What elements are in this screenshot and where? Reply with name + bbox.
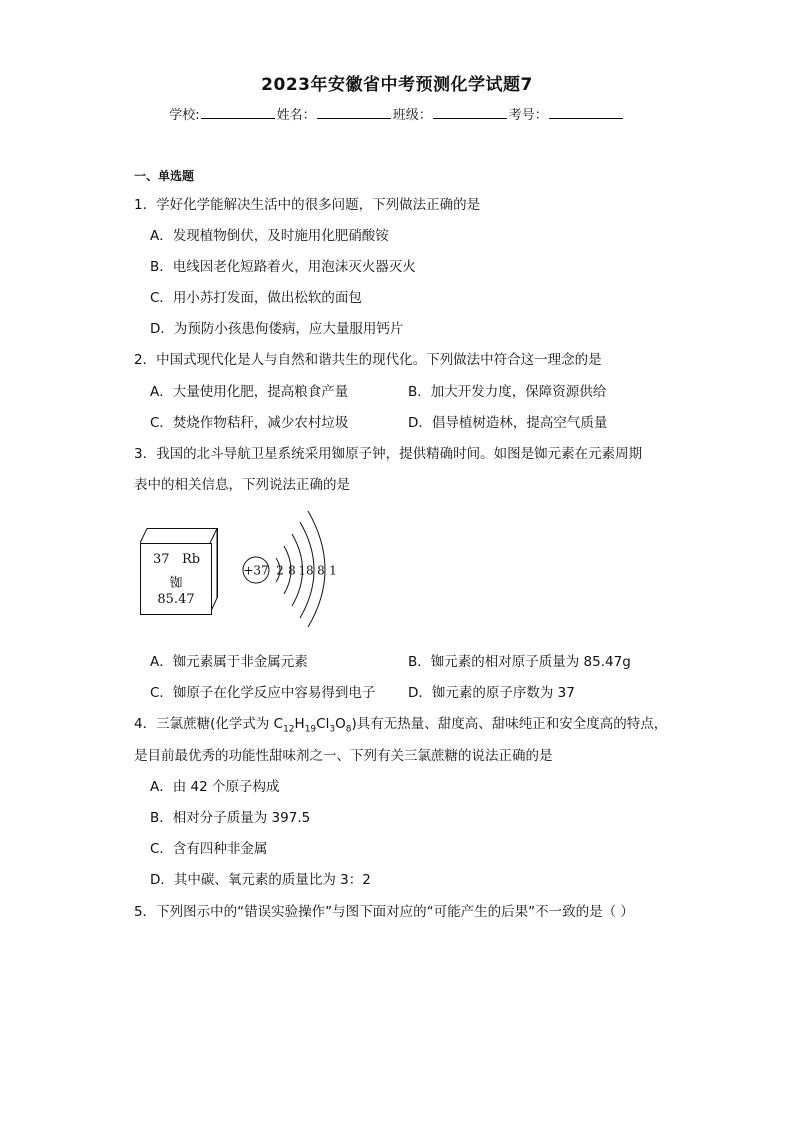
atomic-structure-diagram: [236, 508, 346, 628]
question-3-option-c[interactable]: C．铷原子在化学反应中容易得到电子: [150, 685, 376, 701]
question-2-option-b[interactable]: B．加大开发力度，保障资源供给: [408, 384, 607, 400]
shell-electrons-1: 2: [276, 563, 284, 578]
formula-h: H: [294, 716, 305, 732]
question-3-option-b[interactable]: B．铷元素的相对原子质量为 85.47g: [408, 654, 631, 670]
formula-sub-c: 12: [283, 724, 295, 735]
atomic-mass: 85.47: [157, 592, 195, 607]
name-blank[interactable]: [317, 104, 391, 119]
question-4-stem-pre: 4．三氯蔗糖(化学式为 C: [134, 716, 284, 732]
question-3-stem-line1: 3．我国的北斗导航卫星系统采用铷原子钟，提供精确时间。如图是铷元素在元素周期: [134, 446, 643, 462]
question-4-stem-line2: 是目前最优秀的功能性甜味剂之一、下列有关三氯蔗糖的说法正确的是: [134, 748, 553, 764]
nucleus-charge: +37: [243, 563, 269, 578]
shell-electrons-5: 1: [329, 563, 337, 578]
question-2-option-a[interactable]: A．大量使用化肥，提高粮食产量: [150, 384, 349, 400]
school-label: 学校:: [169, 108, 200, 123]
shell-electrons-2: 8: [288, 563, 296, 578]
shell-electrons-3: 18: [298, 563, 314, 578]
section-heading: 一、单选题: [134, 169, 195, 183]
element-name: 铷: [169, 576, 183, 591]
formula-cl: Cl: [316, 716, 330, 732]
formula-sub-h: 19: [304, 724, 317, 735]
question-4-option-a[interactable]: A．由 42 个原子构成: [150, 779, 280, 795]
number-label: 考号：: [508, 108, 548, 123]
question-1-option-d[interactable]: D．为预防小孩患佝偻病，应大量服用钙片: [150, 321, 404, 337]
page-title: 2023年安徽省中考预测化学试题7: [261, 75, 533, 95]
question-2-option-d[interactable]: D．倡导植树造林，提高空气质量: [408, 415, 608, 431]
element-symbol: Rb: [181, 552, 201, 567]
question-4-stem-post: )具有无热量、甜度高、甜味纯正和安全度高的特点，: [351, 716, 668, 732]
student-info-line: [0, 104, 794, 123]
atomic-number: 37: [153, 552, 170, 567]
name-label: 姓名：: [276, 108, 316, 123]
question-3-option-d[interactable]: D．铷元素的原子序数为 37: [408, 685, 575, 701]
question-4-option-b[interactable]: B．相对分子质量为 397.5: [150, 810, 311, 826]
formula-sub-o: 8: [345, 724, 352, 735]
question-4-option-c[interactable]: C．含有四种非金属: [150, 841, 268, 857]
class-label: 班级：: [392, 108, 432, 123]
question-1-option-a[interactable]: A．发现植物倒伏，及时施用化肥硝酸铵: [150, 228, 389, 244]
question-5-stem: 5．下列图示中的“错误实验操作”与图下面对应的“可能产生的后果”不一致的是（ ）: [134, 904, 634, 920]
class-blank[interactable]: [433, 104, 507, 119]
number-blank[interactable]: [549, 104, 623, 119]
question-3-stem-line2: 表中的相关信息，下列说法正确的是: [134, 477, 350, 493]
question-2-stem: 2．中国式现代化是人与自然和谐共生的现代化。下列做法中符合这一理念的是: [134, 352, 602, 368]
school-blank[interactable]: [201, 104, 275, 119]
question-1-option-b[interactable]: B．电线因老化短路着火，用泡沫灭火器灭火: [150, 259, 416, 275]
element-card-header: [141, 552, 211, 567]
question-1-option-c[interactable]: C．用小苏打发面，做出松软的面包: [150, 290, 362, 306]
question-2-option-c[interactable]: C．焚烧作物秸秆，减少农村垃圾: [150, 415, 349, 431]
formula-sub-cl: 3: [329, 724, 336, 735]
question-3-option-a[interactable]: A．铷元素属于非金属元素: [150, 654, 308, 670]
formula-o: O: [335, 716, 346, 732]
question-4-option-d[interactable]: D．其中碳、氧元素的质量比为 3：2: [150, 872, 371, 888]
element-card: [140, 543, 212, 615]
question-1-stem: 1．学好化学能解决生活中的很多问题，下列做法正确的是: [134, 197, 481, 213]
question-4-stem-line1: [134, 712, 667, 735]
shell-electrons-4: 8: [317, 563, 325, 578]
